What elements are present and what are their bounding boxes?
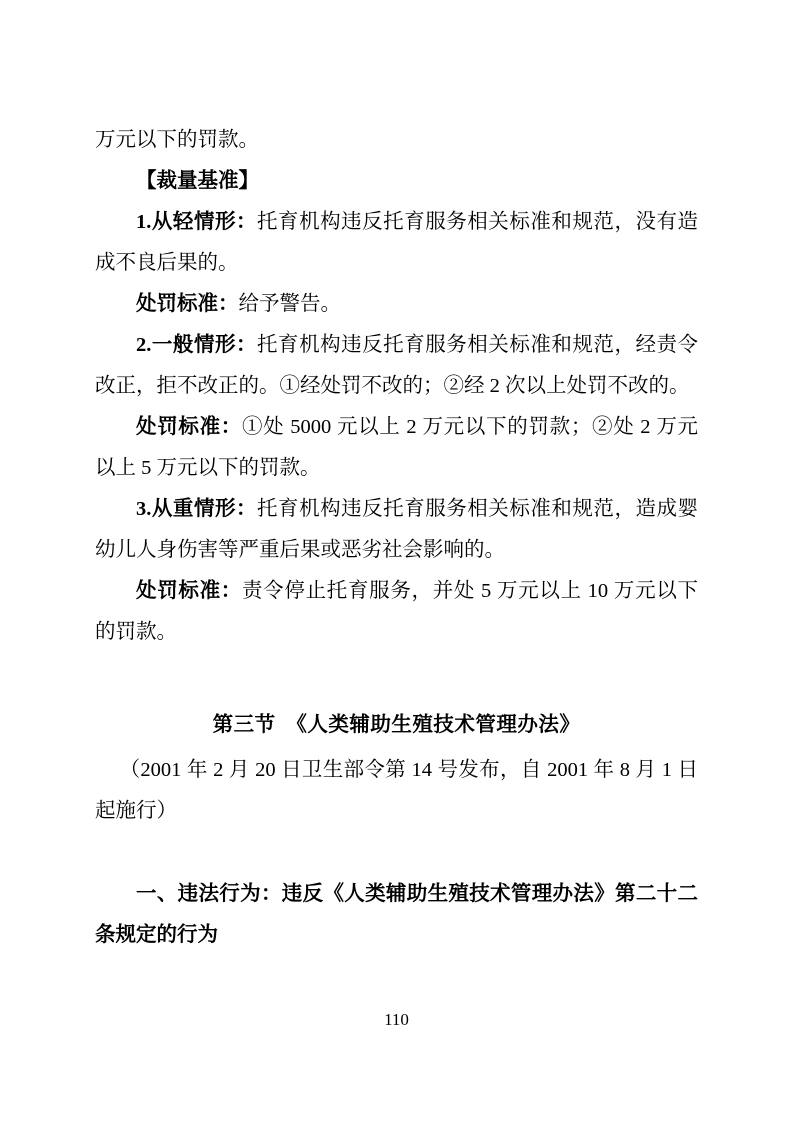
page-number: 110 xyxy=(384,1010,409,1029)
penalty-standard-1-text: 给予警告。 xyxy=(238,293,341,315)
violation-item-text: 一、违法行为：违反《人类辅助生殖技术管理办法》第二十二条规定的行为 xyxy=(95,883,698,946)
penalty-standard-1-label: 处罚标准： xyxy=(136,293,239,315)
general-circumstance-text: 托育机构违反托育服务相关标准和规范，经责令改正，拒不改正的。①经处罚不改的；②经 2 次以上处罚不改的。 xyxy=(95,334,699,397)
paragraph-text: 万元以下的罚款。 xyxy=(95,129,259,151)
criteria-heading xyxy=(95,161,698,202)
penalty-standard-1 xyxy=(95,284,698,325)
section-promulgation-note xyxy=(95,750,698,832)
general-circumstance-label: 2.一般情形： xyxy=(136,334,258,356)
penalty-standard-2-label: 处罚标准： xyxy=(136,416,242,438)
violation-item xyxy=(95,874,698,956)
penalty-standard-2 xyxy=(95,407,698,489)
document-body xyxy=(95,120,698,956)
paragraph-continuation xyxy=(95,120,698,161)
penalty-standard-3-label: 处罚标准： xyxy=(136,580,242,602)
penalty-standard-3 xyxy=(95,571,698,653)
section-promulgation-text: （2001 年 2 月 20 日卫生部令第 14 号发布，自 2001 年 8 月 1 日起施行） xyxy=(95,759,698,822)
mitigating-circumstance xyxy=(95,202,698,284)
spacer xyxy=(95,832,698,874)
penalty-standard-3-text: 责令停止托育服务，并处 5 万元以上 10 万元以下的罚款。 xyxy=(95,580,699,643)
penalty-standard-2-text: ①处 5000 元以上 2 万元以下的罚款；②处 2 万元以上 5 万元以下的罚款。 xyxy=(95,416,699,479)
mitigating-circumstance-text: 托育机构违反托育服务相关标准和规范，没有造成不良后果的。 xyxy=(95,211,699,274)
mitigating-circumstance-label: 1.从轻情形： xyxy=(136,211,258,233)
general-circumstance xyxy=(95,325,698,407)
aggravating-circumstance-label: 3.从重情形： xyxy=(136,498,258,520)
section-title-text: 第三节 《人类辅助生殖技术管理办法》 xyxy=(212,714,581,736)
criteria-heading-text: 【裁量基准】 xyxy=(136,170,259,192)
aggravating-circumstance xyxy=(95,489,698,571)
section-title xyxy=(95,705,698,746)
aggravating-circumstance-text: 托育机构违反托育服务相关标准和规范，造成婴幼儿人身伤害等严重后果或恶劣社会影响的。 xyxy=(95,498,699,561)
